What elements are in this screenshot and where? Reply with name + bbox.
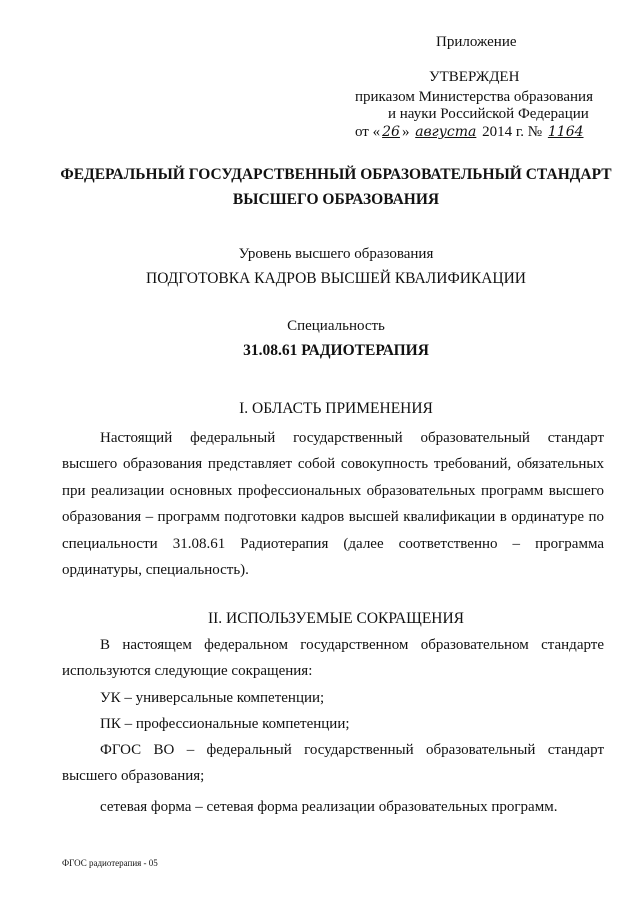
order-date-line [355, 124, 586, 141]
order-day-handwritten: 26 [382, 124, 400, 140]
appendix-label: Приложение [436, 34, 517, 50]
order-day-close: » [401, 124, 410, 140]
abbreviation-item: сетевая форма – сетевая форма реализации образовательных программ. [100, 799, 558, 815]
order-date-prefix: от « [355, 124, 381, 140]
education-level-value: ПОДГОТОВКА КАДРОВ ВЫСШЕЙ КВАЛИФИКАЦИИ [146, 270, 526, 287]
order-line-1: приказом Министерства образования [355, 89, 593, 105]
section-2-heading: II. ИСПОЛЬЗУЕМЫЕ СОКРАЩЕНИЯ [207, 610, 465, 627]
specialty-value: 31.08.61 РАДИОТЕРАПИЯ [243, 342, 429, 359]
section-2-intro: В настоящем федеральном государственном образовательном стандарте используются следующие сокращения: [62, 637, 604, 680]
document-title-line-2: ВЫСШЕГО ОБРАЗОВАНИЯ [232, 191, 440, 208]
document-title-line-1: ФЕДЕРАЛЬНЫЙ ГОСУДАРСТВЕННЫЙ ОБРАЗОВАТЕЛЬНЫЙ СТАНДАРТ [60, 166, 612, 183]
order-month-handwritten: августа [415, 124, 477, 140]
page-footer: ФГОС радиотерапия - 05 [62, 858, 158, 868]
abbreviation-item: ФГОС ВО – федеральный государственный образовательный стандарт высшего образования; [62, 742, 604, 785]
abbreviation-item: ПК – профессиональные компетенции; [100, 716, 350, 732]
order-number-handwritten: 1164 [547, 124, 584, 140]
abbreviation-item: УК – универсальные компетенции; [100, 690, 325, 706]
order-year: 2014 г. № [482, 124, 543, 140]
specialty-label: Специальность [287, 318, 385, 334]
approved-label: УТВЕРЖДЕН [429, 69, 520, 85]
order-line-2: и науки Российской Федерации [388, 106, 589, 122]
education-level-label: Уровень высшего образования [238, 246, 434, 262]
section-1-paragraph: Настоящий федеральный государственный образовательный стандарт высшего образования представляет собой совокупность требований, обязательных при реализации основных профессиональных образовательных программ высшего образования – программ подготовки кадров высшей квалификации в ординатуре по специальности 31.08.61 Радиотерапия (далее соответственно – программа ординатуры, специальность). [62, 430, 604, 579]
section-1-heading: I. ОБЛАСТЬ ПРИМЕНЕНИЯ [239, 400, 433, 417]
